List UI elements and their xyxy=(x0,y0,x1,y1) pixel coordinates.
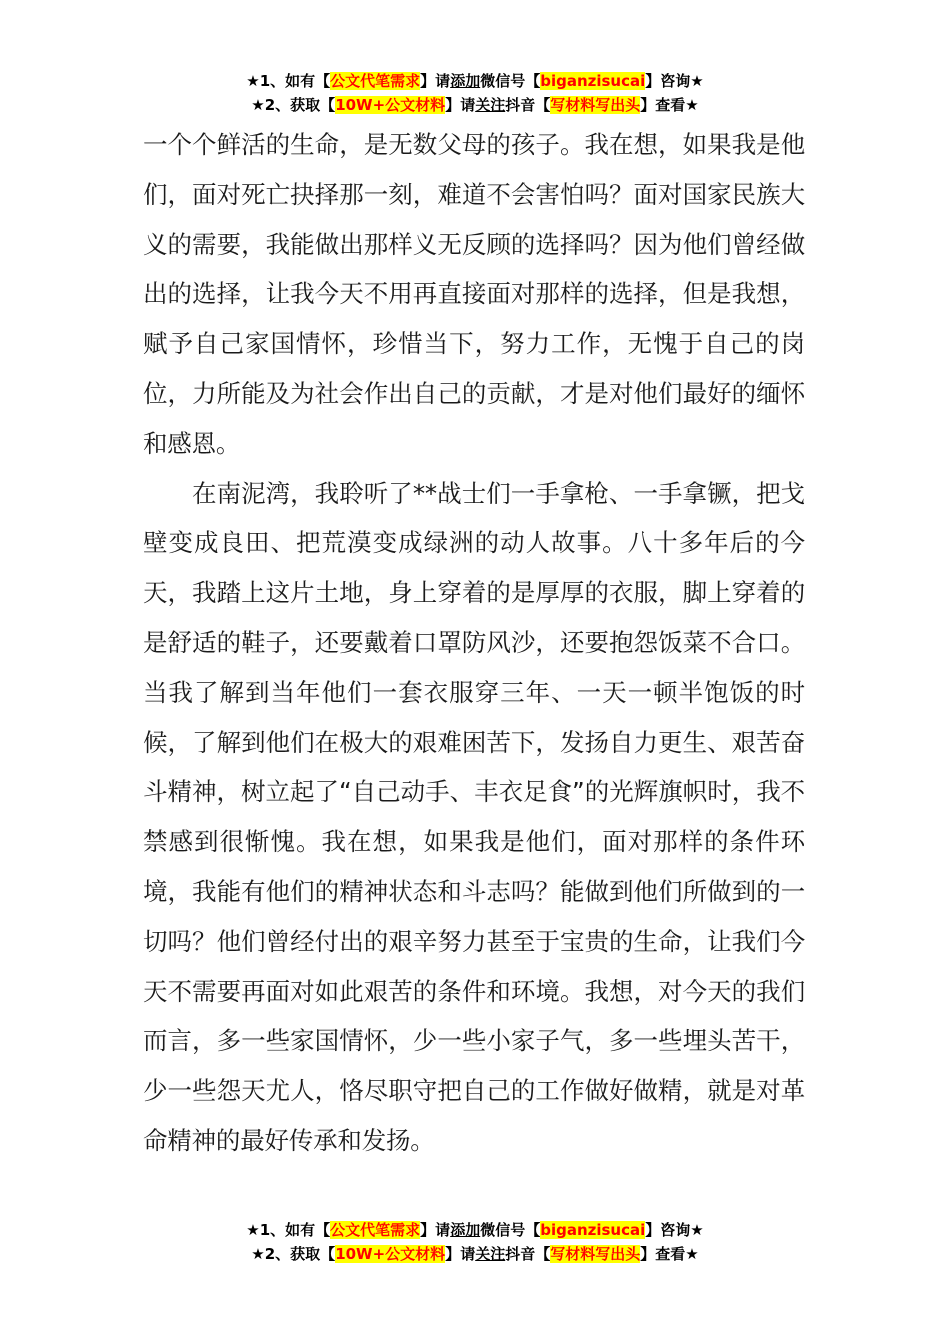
banner-line-2: ★2、获取【10W+公文材料】请关注抖音【写材料写出头】查看★ xyxy=(251,1245,699,1263)
document-body xyxy=(143,120,805,1166)
highlight-materials: 10W+公文材料 xyxy=(335,1245,446,1263)
highlight-wechat-id: biganzisucai xyxy=(540,72,646,90)
header-banner xyxy=(0,69,950,117)
footer-banner xyxy=(0,1218,950,1266)
banner-line-1: ★1、如有【公文代笔需求】请添加微信号【biganzisucai】咨询★ xyxy=(246,72,704,90)
highlight-service: 公文代笔需求 xyxy=(330,72,421,90)
highlight-douyin-account: 写材料写出头 xyxy=(550,1245,641,1263)
highlight-service: 公文代笔需求 xyxy=(330,1221,421,1239)
banner-line-2: ★2、获取【10W+公文材料】请关注抖音【写材料写出头】查看★ xyxy=(251,96,699,114)
paragraph-1: 一个个鲜活的生命，是无数父母的孩子。我在想，如果我是他们，面对死亡抉择那一刻，难道不会害怕吗？面对国家民族大义的需要，我能做出那样义无反顾的选择吗？因为他们曾经做出的选择，让我今天不用再直接面对那样的选择，但是我想，赋予自己家国情怀，珍惜当下，努力工作，无愧于自己的岗位，力所能及为社会作出自己的贡献，才是对他们最好的缅怀和感恩。 xyxy=(143,130,805,458)
highlight-materials: 10W+公文材料 xyxy=(335,96,446,114)
banner-line-1: ★1、如有【公文代笔需求】请添加微信号【biganzisucai】咨询★ xyxy=(246,1221,704,1239)
highlight-douyin-account: 写材料写出头 xyxy=(550,96,641,114)
paragraph-2: 在南泥湾，我聆听了**战士们一手拿枪、一手拿镢，把戈壁变成良田、把荒漠变成绿洲的动人故事。八十多年后的今天，我踏上这片土地，身上穿着的是厚厚的衣服，脚上穿着的是舒适的鞋子，还要戴着口罩防风沙，还要抱怨饭菜不合口。当我了解到当年他们一套衣服穿三年、一天一顿半饱饭的时候，了解到他们在极大的艰难困苦下，发扬自力更生、艰苦奋斗精神，树立起了“自己动手、丰衣足食”的光辉旗帜时，我不禁感到很惭愧。我在想，如果我是他们，面对那样的条件环境，我能有他们的精神状态和斗志吗？能做到他们所做到的一切吗？他们曾经付出的艰辛努力甚至于宝贵的生命，让我们今天不需要再面对如此艰苦的条件和环境。我想，对今天的我们而言，多一些家国情怀，少一些小家子气，多一些埋头苦干，少一些怨天尤人，恪尽职守把自己的工作做好做精，就是对革命精神的最好传承和发扬。 xyxy=(143,478,805,1155)
highlight-wechat-id: biganzisucai xyxy=(540,1221,646,1239)
